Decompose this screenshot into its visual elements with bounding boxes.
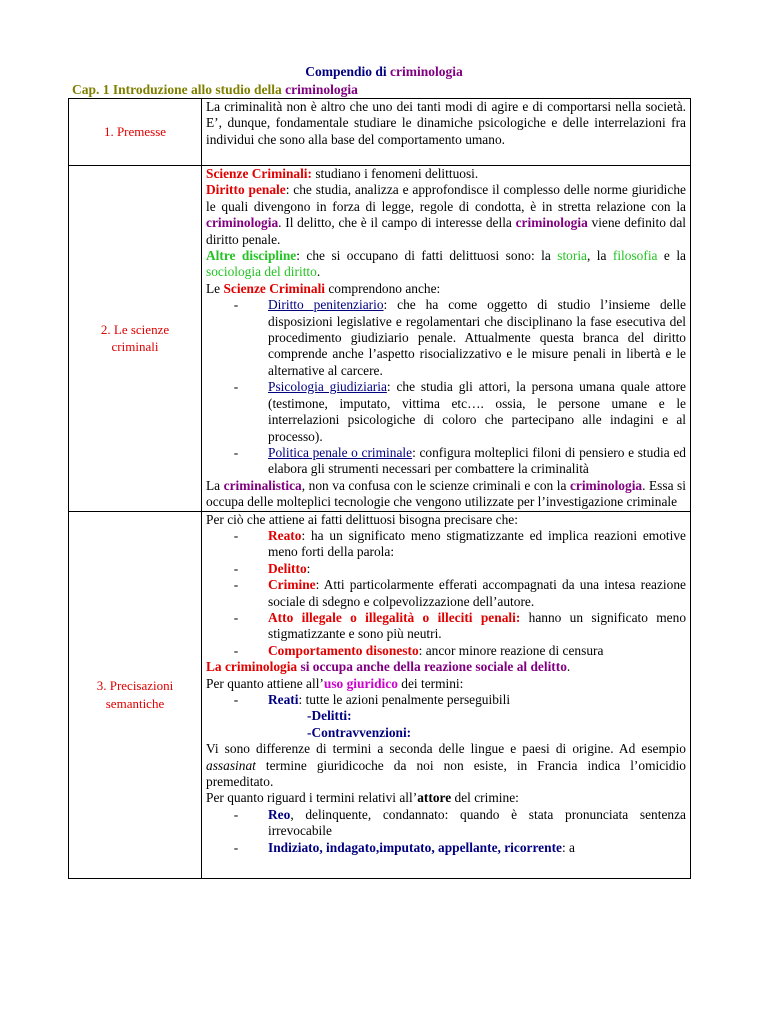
section-label-precisazioni-semantiche: 3. Precisazioni semantiche: [69, 511, 202, 878]
section-content-premesse: [202, 99, 691, 166]
table-row: [69, 99, 691, 166]
list-item: - Reato: ha un significato meno stigmatizzante ed implica reazioni emotive meno forti della parola:: [233, 527, 686, 560]
list-item: - Crimine: Atti particolarmente efferati accompagnati da una intesa reazione sociale di sdegno e colpevolizzazione dell’autore.: [233, 577, 686, 609]
premesse-text: La criminalità non è altro che uno dei tanti modi di agire e di comportarsi nella società. E’, dunque, fondamentale studiare le dinamiche psicologiche e delle interrelazioni fra individui che sono alla base del comportamento umano.: [206, 99, 686, 147]
section-label-premesse: 1. Premesse: [69, 99, 202, 166]
table-row: [69, 511, 691, 878]
diritto-penale-paragraph: Diritto penale: che studia, analizza e approfondisce il complesso delle norme giuridiche le quali divengono in forza di legge, regole di condotta, è in stretta relazione con la criminologia. Il delitto, che è il campo di interesse della criminologia viene definito dal diritto penale.: [206, 182, 686, 247]
title-highlight: criminologia: [390, 64, 463, 79]
list-item: - Comportamento disonesto: ancor minore reazione di censura: [233, 642, 604, 658]
criminalistica-paragraph: La criminalistica, non va confusa con le scienze criminali e con la criminologia. Essa si occupa delle molteplici tecnologie che vengono utilizzate per l’investigazione criminale: [206, 477, 686, 510]
scienze-criminali-paragraph: Scienze Criminali: studiano i fenomeni delittuosi.: [206, 166, 479, 181]
contravvenzioni-item: -Contravvenzioni:: [307, 724, 412, 740]
precisazioni-intro: Per ciò che attiene ai fatti delittuosi bisogna precisare che:: [206, 511, 518, 527]
section-content-scienze-criminali: [202, 166, 691, 512]
list-item: - Psicologia giudiziaria: che studia gli attori, la persona umana quale attore (testimone, imputato, vittima etc…. ossia, le persone umane e le interrelazioni psicologiche di coloro che partecipano alle indagini e al processo).: [233, 379, 687, 444]
reazione-sociale-paragraph: La criminologia si occupa anche della reazione sociale al delitto.: [206, 659, 571, 675]
scienze-comprendono-paragraph: Le Scienze Criminali comprendono anche:: [206, 280, 441, 296]
differenze-paragraph: Vi sono differenze di termini a seconda delle lingue e paesi di origine. Ad esempio assasinat termine giuridicoche da noi non esiste, in Francia indica l’omicidio premeditato.: [206, 741, 686, 790]
section-label-scienze-criminali: 2. Le scienze criminali: [69, 166, 202, 512]
attore-paragraph: Per quanto riguard i termini relativi all’attore del crimine:: [206, 790, 519, 806]
list-item: - Reati: tutte le azioni penalmente perseguibili: [233, 692, 511, 707]
uso-giuridico-paragraph: Per quanto attiene all’uso giuridico dei termini:: [206, 675, 464, 691]
list-item: - Atto illegale o illegalità o illeciti penali: hanno un significato meno stigmatizzante e sono più neutri.: [233, 609, 687, 642]
list-item: - Delitto:: [233, 560, 311, 576]
document-title: Compendio di criminologia: [305, 64, 463, 79]
list-item: - Reo, delinquente, condannato: quando è stata pronunciata sentenza irrevocabile: [233, 806, 686, 839]
list-item: - Indiziato, indagato,imputato, appellante, ricorrente: a: [233, 839, 575, 855]
delitti-item: -Delitti:: [307, 708, 352, 724]
chapter-heading: Cap. 1 Introduzione allo studio della criminologia: [72, 82, 358, 97]
altre-discipline-paragraph: Altre discipline: che si occupano di fatti delittuosi sono: la storia, la filosofia e la sociologia del diritto.: [206, 248, 686, 280]
chapter-highlight: criminologia: [285, 82, 358, 97]
table-row: [69, 166, 691, 512]
section-content-precisazioni-semantiche: [202, 511, 691, 878]
content-table: [68, 98, 691, 879]
list-item: - Diritto penitenziario: che ha come oggetto di studio l’insieme delle disposizioni legislative e regolamentari che disciplinano la fase esecutiva del procedimento giudiziario penale. Attualmente questa branca del diritto comprende anche l’aspetto risocializzativo e le misure penali in libertà e le alternative al carcere.: [233, 297, 686, 378]
list-item: - Politica penale o criminale: configura molteplici filoni di pensiero e studia ed elabora gli strumenti necessari per combattere la criminalità: [233, 444, 686, 477]
